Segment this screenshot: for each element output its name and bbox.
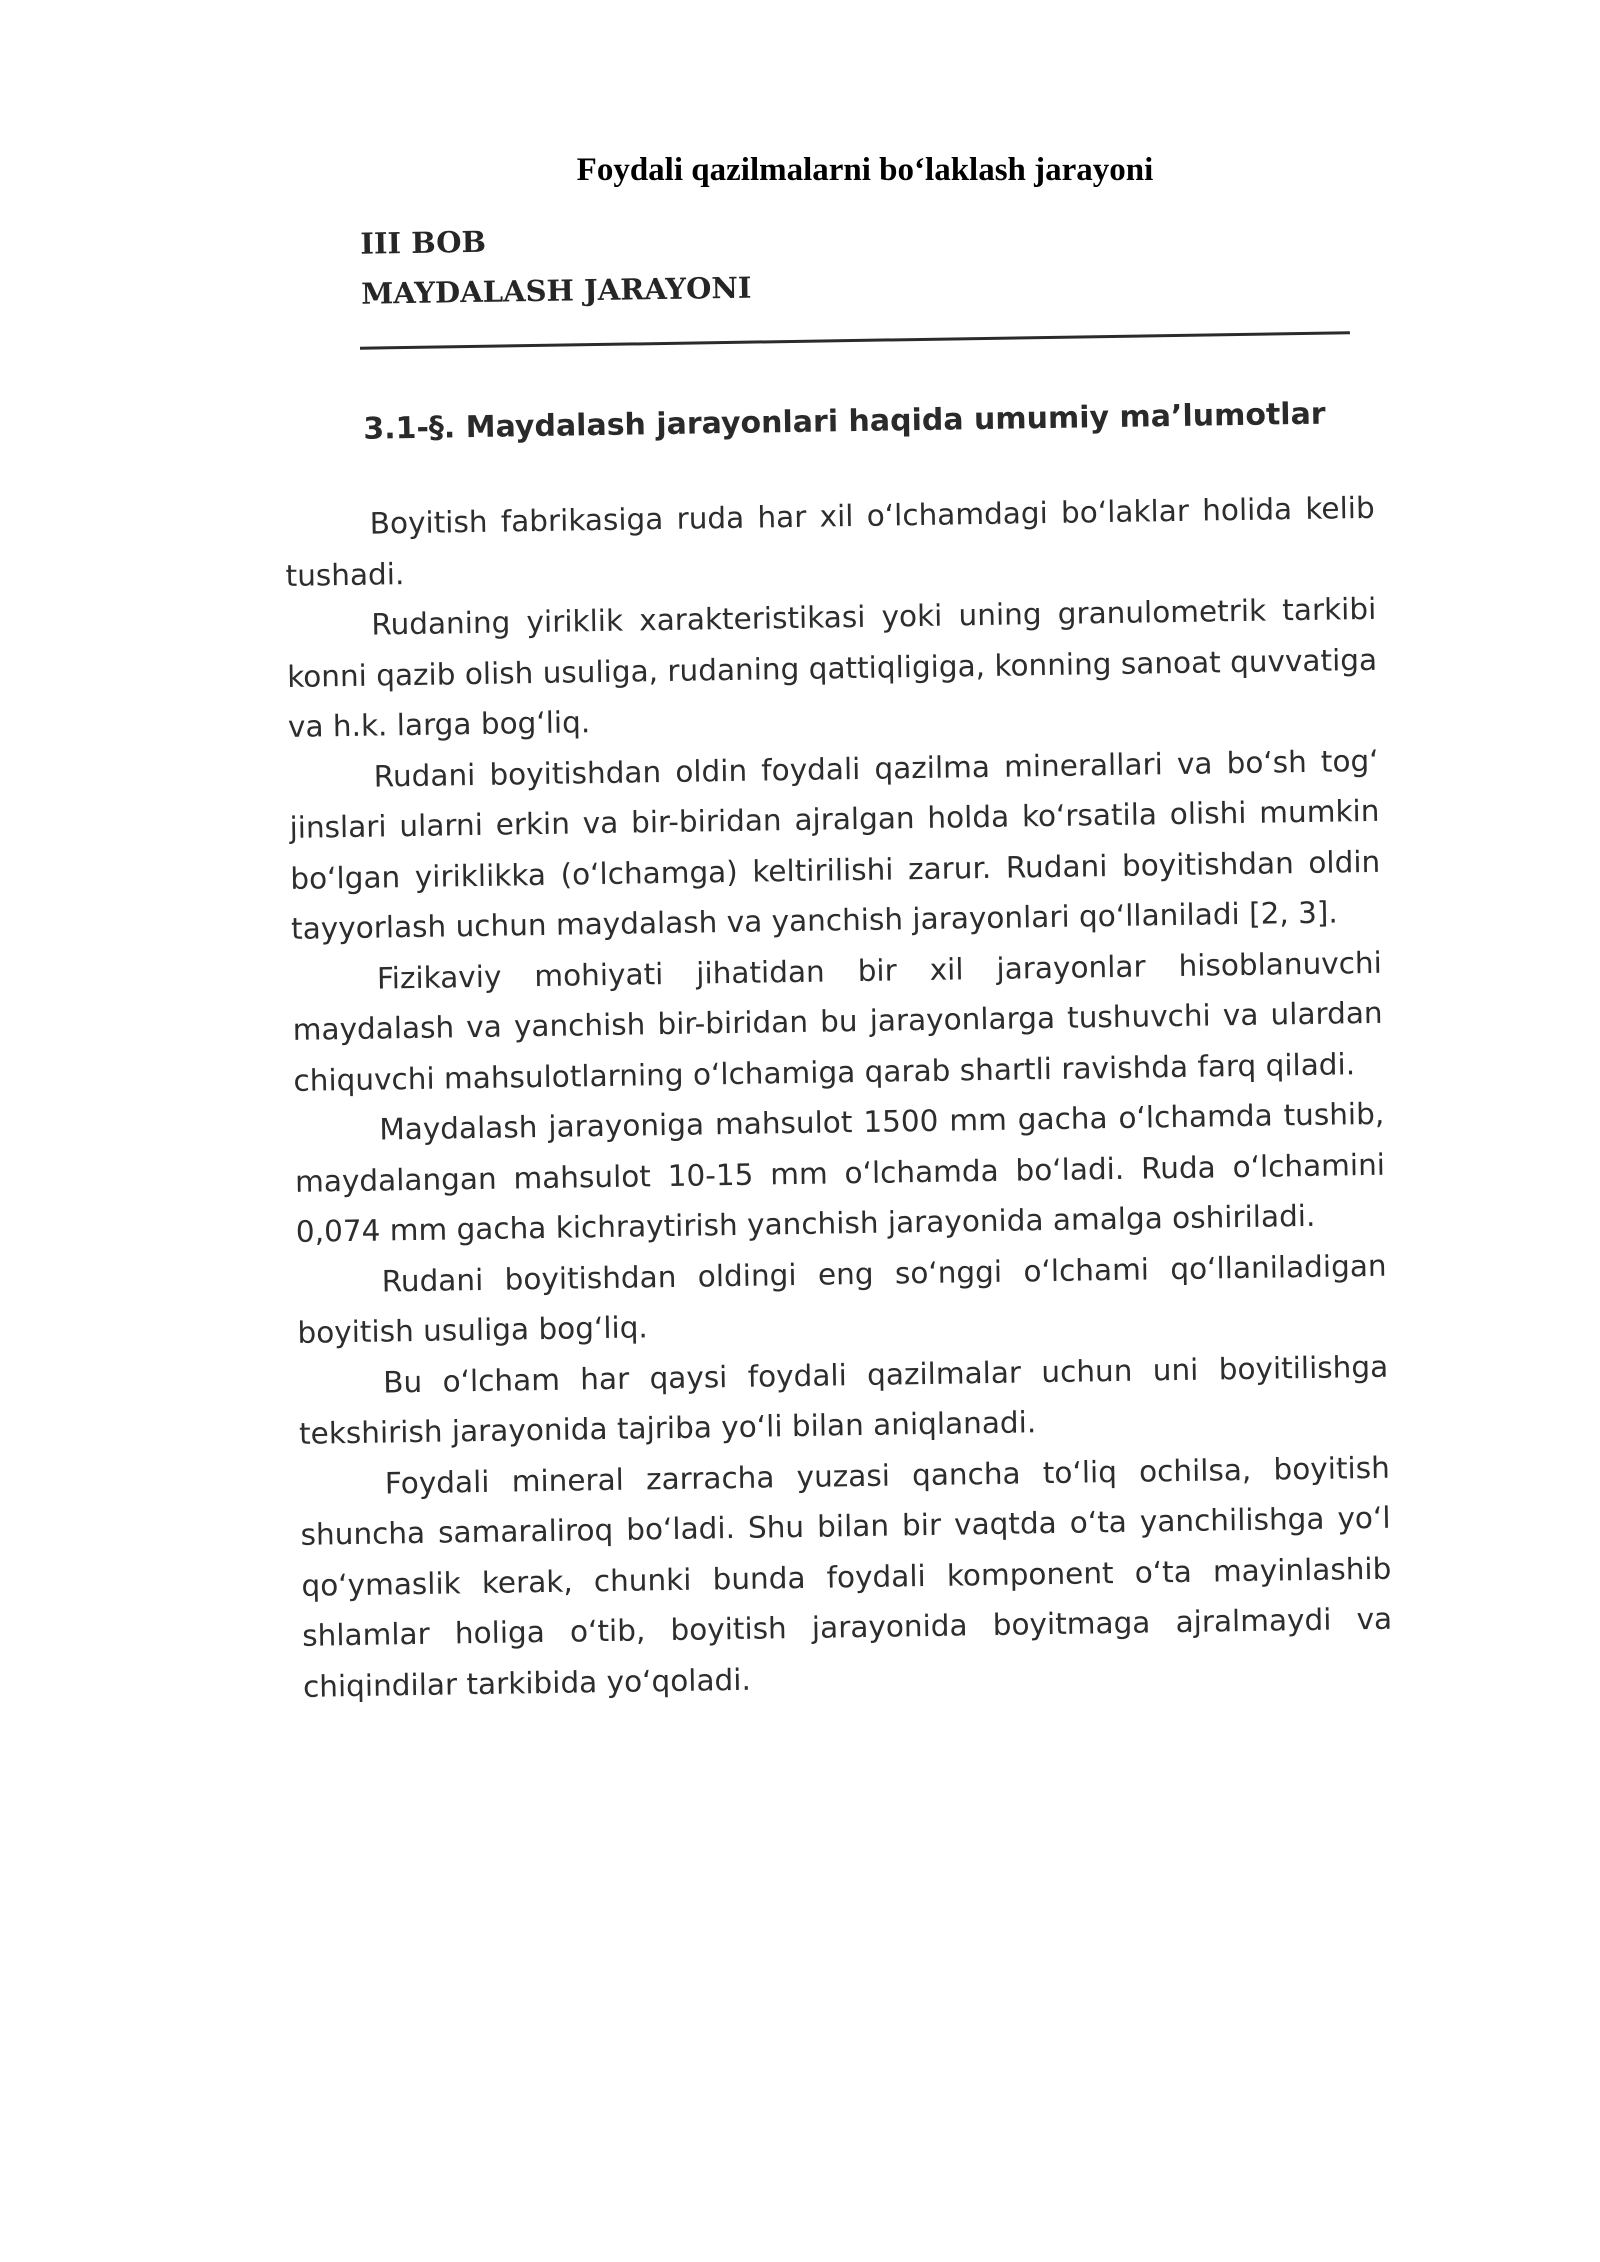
paragraph: Rudani boyitishdan oldin foydali qazilma minerallari va bo‘sh tog‘ jinslari ularni erkin va bir-biridan ajralgan holda ko‘rsatila olishi mumkin bo‘lgan yiriklikka (o‘lchamga) keltirilishi zarur. Rudani boyitishdan oldin tayyorlash uchun maydalash va yanchish jarayonlari qo‘llaniladi [2, 3]. (289, 743, 1381, 946)
scanned-page (280, 203, 1393, 1712)
body-text (284, 483, 1393, 1712)
paragraph: Maydalash jarayoniga mahsulot 1500 mm gacha o‘lchamda tushib, maydalangan mahsulot 10-15 mm o‘lchamda bo‘ladi. Ruda o‘lchamini 0,074 mm gacha kichraytirish yanchish jarayonida amalga oshiriladi. (294, 1096, 1386, 1249)
chapter-number: III BOB (360, 224, 487, 261)
chapter-divider (360, 331, 1350, 350)
paragraph: Rudani boyitishdan oldingi eng so‘nggi o‘lchami qo‘llaniladigan boyitish usuliga bog‘liq. (297, 1248, 1387, 1350)
page-header-title: Foydali qazilmalarni bo‘laklash jarayoni (576, 152, 1154, 188)
paragraph: Foydali mineral zarracha yuzasi qancha to‘liq ochilsa, boyitish shuncha samaraliroq bo‘ladi. Shu bilan bir vaqtda o‘ta yanchilishga yo‘l qo‘ymaslik kerak, chunki bunda foydali komponent o‘ta mayinlashib shlamlar holiga o‘tib, boyitish jarayonida boyitmaga ajralmaydi va chiqindilar tarkibida yo‘qoladi. (300, 1450, 1393, 1704)
paragraph: Boyitish fabrikasiga ruda har xil o‘lchamdagi bo‘laklar holida kelib tushadi. (285, 490, 1375, 593)
paragraph: Rudaning yiriklik xarakteristikasi yoki uning granulometrik tarkibi konni qazib olish usuliga, rudaning qattiqligiga, konning sanoat quvvatiga va h.k. larga bog‘liq. (286, 591, 1378, 744)
chapter-title: MAYDALASH JARAYONI (360, 270, 752, 311)
section-title: 3.1-§. Maydalash jarayonlari haqida umumiy ma’lumotlar (363, 396, 1326, 447)
paragraph: Bu o‘lcham har qaysi foydali qazilmalar uchun uni boyitilishga tekshirish jarayonida tajriba yo‘li bilan aniqlanadi. (298, 1349, 1389, 1451)
paragraph: Fizikaviy mohiyati jihatidan bir xil jarayonlar hisoblanuvchi maydalash va yanchish bir-biridan bu jarayonlarga tushuvchi va ulardan chiquvchi mahsulotlarning o‘lchamiga qarab shartli ravishda farq qiladi. (292, 945, 1383, 1098)
